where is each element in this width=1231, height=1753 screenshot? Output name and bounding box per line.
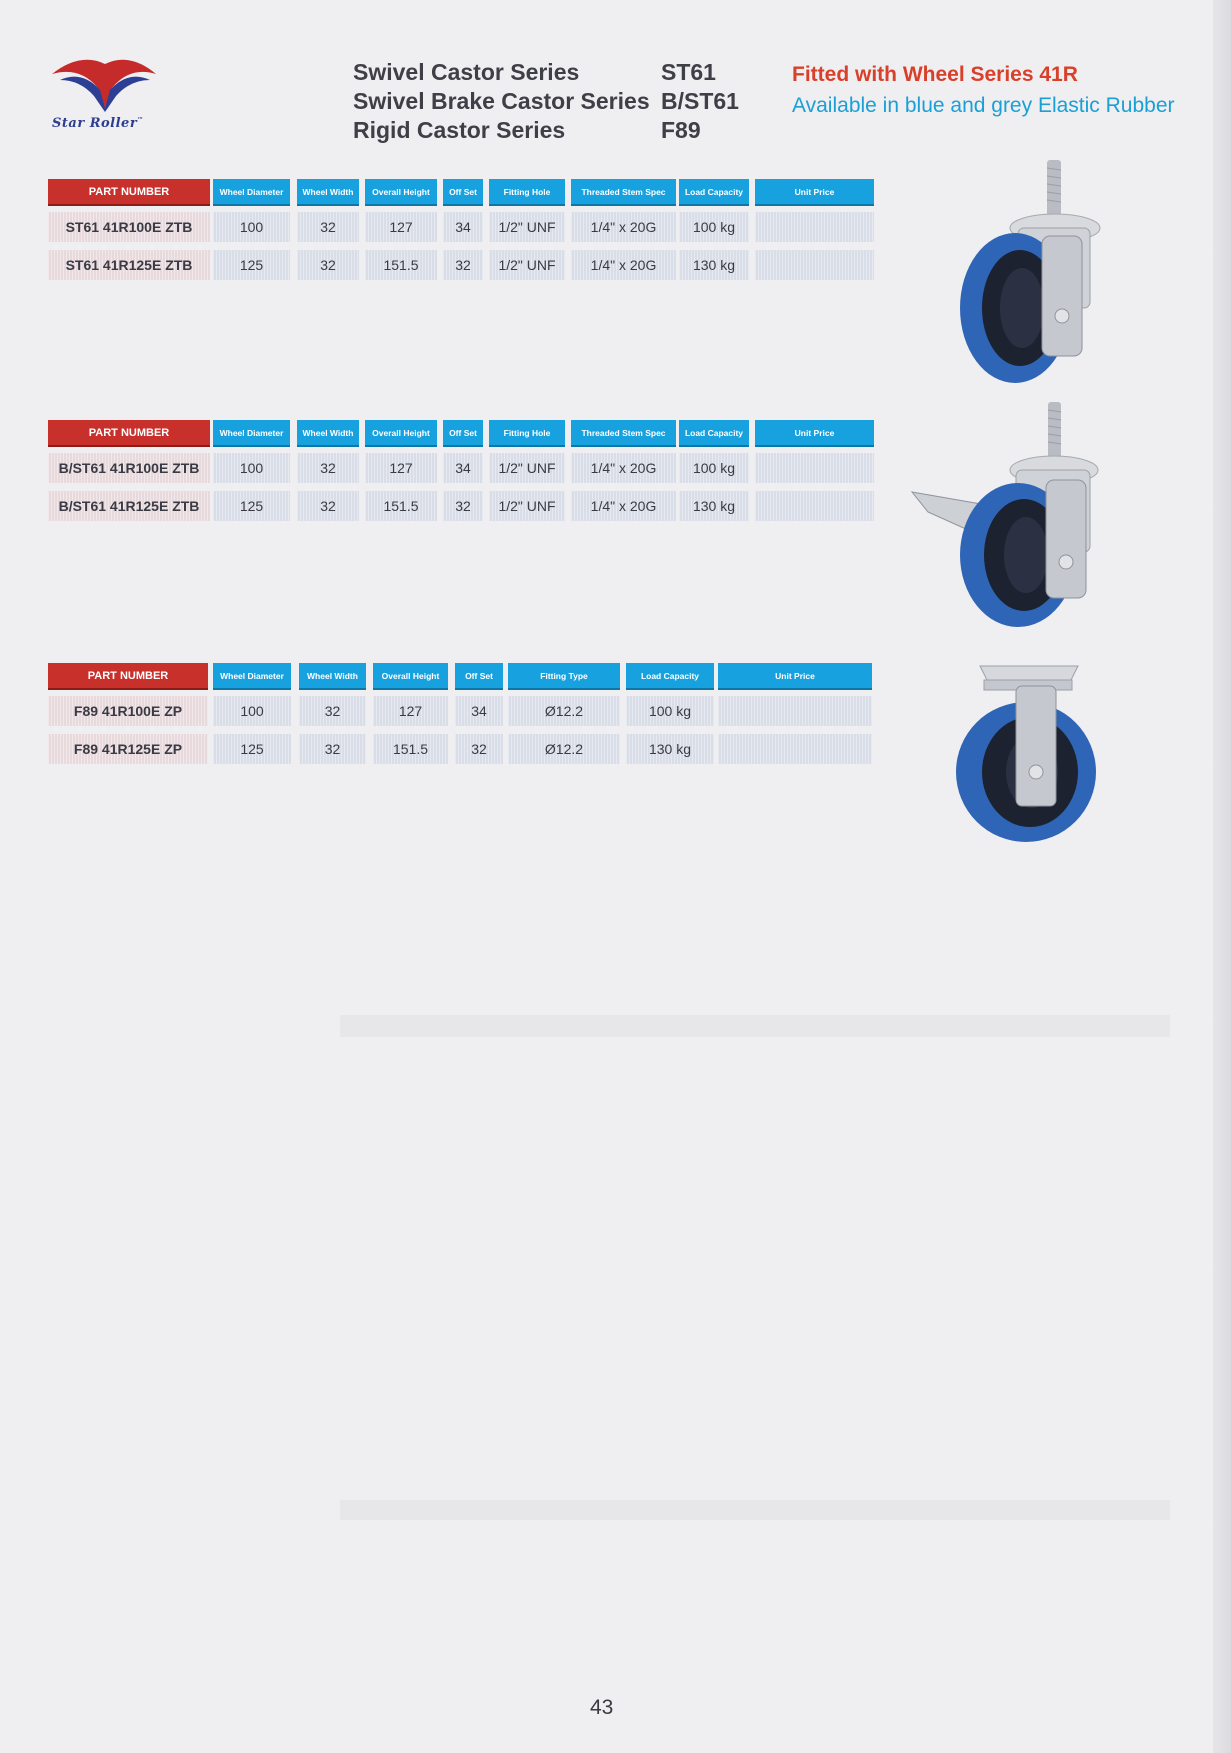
cell-unit-price: [755, 491, 874, 521]
brand-name: [52, 116, 162, 131]
cell-unit-price: [755, 212, 874, 242]
col-load-capacity: Load Capacity: [626, 663, 714, 690]
cell-threaded-stem-spec: 1/4" x 20G: [571, 250, 676, 280]
trademark-symbol: ™: [137, 116, 144, 124]
cell-wheel-diameter: 125: [213, 734, 291, 764]
cell-part-number: ST61 41R100E ZTB: [48, 212, 210, 242]
col-off-set: Off Set: [455, 663, 503, 690]
cell-part-number: F89 41R100E ZP: [48, 696, 208, 726]
swivel-castor-image: [950, 158, 1110, 383]
series-line: [353, 88, 739, 117]
cell-part-number: F89 41R125E ZP: [48, 734, 208, 764]
cell-wheel-width: 32: [297, 250, 359, 280]
col-wheel-width: Wheel Width: [299, 663, 366, 690]
cell-unit-price: [718, 696, 872, 726]
series-line: [353, 59, 716, 88]
cell-load-capacity: 130 kg: [626, 734, 714, 764]
col-part-number: PART NUMBER: [48, 179, 210, 206]
cell-part-number: B/ST61 41R100E ZTB: [48, 453, 210, 483]
col-part-number: PART NUMBER: [48, 420, 210, 447]
cell-wheel-width: 32: [299, 696, 366, 726]
page-edge: [1213, 0, 1231, 1753]
col-wheel-diameter: Wheel Diameter: [213, 663, 291, 690]
available-materials: Available in blue and grey Elastic Rubber: [792, 94, 1175, 117]
cell-wheel-width: 32: [297, 491, 359, 521]
col-overall-height: Overall Height: [365, 179, 437, 206]
series-code: B/ST61: [661, 88, 739, 114]
col-wheel-diameter: Wheel Diameter: [213, 179, 290, 206]
col-off-set: Off Set: [443, 420, 483, 447]
col-wheel-width: Wheel Width: [297, 420, 359, 447]
star-logo-icon: [50, 56, 160, 116]
bleed-through-band: [340, 1015, 1170, 1037]
rigid-castor-image: [950, 660, 1100, 845]
swivel-brake-castor-image: [908, 400, 1118, 630]
cell-wheel-diameter: 100: [213, 212, 290, 242]
cell-off-set: 34: [443, 453, 483, 483]
cell-wheel-width: 32: [297, 453, 359, 483]
cell-threaded-stem-spec: 1/4" x 20G: [571, 212, 676, 242]
cell-off-set: 32: [455, 734, 503, 764]
series-code: F89: [661, 117, 701, 143]
cell-threaded-stem-spec: 1/4" x 20G: [571, 491, 676, 521]
cell-wheel-diameter: 100: [213, 696, 291, 726]
cell-load-capacity: 100 kg: [679, 453, 749, 483]
col-part-number: PART NUMBER: [48, 663, 208, 690]
cell-overall-height: 127: [365, 212, 437, 242]
col-threaded-stem-spec: Threaded Stem Spec: [571, 179, 676, 206]
col-wheel-width: Wheel Width: [297, 179, 359, 206]
col-threaded-stem-spec: Threaded Stem Spec: [571, 420, 676, 447]
cell-threaded-stem-spec: 1/4" x 20G: [571, 453, 676, 483]
series-name: Swivel Castor Series: [353, 59, 580, 85]
series-code: ST61: [661, 59, 716, 85]
cell-fitting-hole: 1/2" UNF: [489, 491, 565, 521]
cell-fitting-type: Ø12.2: [508, 734, 620, 764]
col-wheel-diameter: Wheel Diameter: [213, 420, 290, 447]
col-fitting-hole: Fitting Hole: [489, 179, 565, 206]
cell-part-number: ST61 41R125E ZTB: [48, 250, 210, 280]
cell-load-capacity: 130 kg: [679, 491, 749, 521]
cell-overall-height: 127: [373, 696, 448, 726]
cell-off-set: 32: [443, 491, 483, 521]
cell-overall-height: 127: [365, 453, 437, 483]
series-name: Swivel Brake Castor Series: [353, 88, 650, 114]
cell-load-capacity: 100 kg: [626, 696, 714, 726]
col-unit-price: Unit Price: [718, 663, 872, 690]
col-load-capacity: Load Capacity: [679, 420, 749, 447]
cell-wheel-width: 32: [299, 734, 366, 764]
fitted-wheel-heading: Fitted with Wheel Series 41R: [792, 63, 1078, 86]
col-unit-price: Unit Price: [755, 420, 874, 447]
cell-fitting-hole: 1/2" UNF: [489, 212, 565, 242]
series-titles: [353, 59, 739, 146]
cell-part-number: B/ST61 41R125E ZTB: [48, 491, 210, 521]
cell-wheel-diameter: 125: [213, 491, 290, 521]
cell-off-set: 34: [443, 212, 483, 242]
cell-fitting-hole: 1/2" UNF: [489, 250, 565, 280]
cell-off-set: 32: [443, 250, 483, 280]
cell-fitting-hole: 1/2" UNF: [489, 453, 565, 483]
cell-unit-price: [755, 250, 874, 280]
col-fitting-hole: Fitting Hole: [489, 420, 565, 447]
col-fitting-type: Fitting Type: [508, 663, 620, 690]
brand-name-text: Star Roller: [52, 116, 138, 131]
col-overall-height: Overall Height: [365, 420, 437, 447]
cell-overall-height: 151.5: [373, 734, 448, 764]
cell-fitting-type: Ø12.2: [508, 696, 620, 726]
cell-load-capacity: 100 kg: [679, 212, 749, 242]
cell-wheel-diameter: 100: [213, 453, 290, 483]
cell-overall-height: 151.5: [365, 250, 437, 280]
cell-overall-height: 151.5: [365, 491, 437, 521]
series-line: [353, 117, 701, 146]
brand-logo: [50, 56, 160, 146]
bleed-through-band: [340, 1500, 1170, 1520]
cell-load-capacity: 130 kg: [679, 250, 749, 280]
cell-wheel-width: 32: [297, 212, 359, 242]
col-load-capacity: Load Capacity: [679, 179, 749, 206]
cell-wheel-diameter: 125: [213, 250, 290, 280]
cell-unit-price: [755, 453, 874, 483]
col-off-set: Off Set: [443, 179, 483, 206]
col-overall-height: Overall Height: [373, 663, 448, 690]
cell-off-set: 34: [455, 696, 503, 726]
col-unit-price: Unit Price: [755, 179, 874, 206]
page-number: 43: [590, 1696, 614, 1719]
cell-unit-price: [718, 734, 872, 764]
series-name: Rigid Castor Series: [353, 117, 566, 143]
